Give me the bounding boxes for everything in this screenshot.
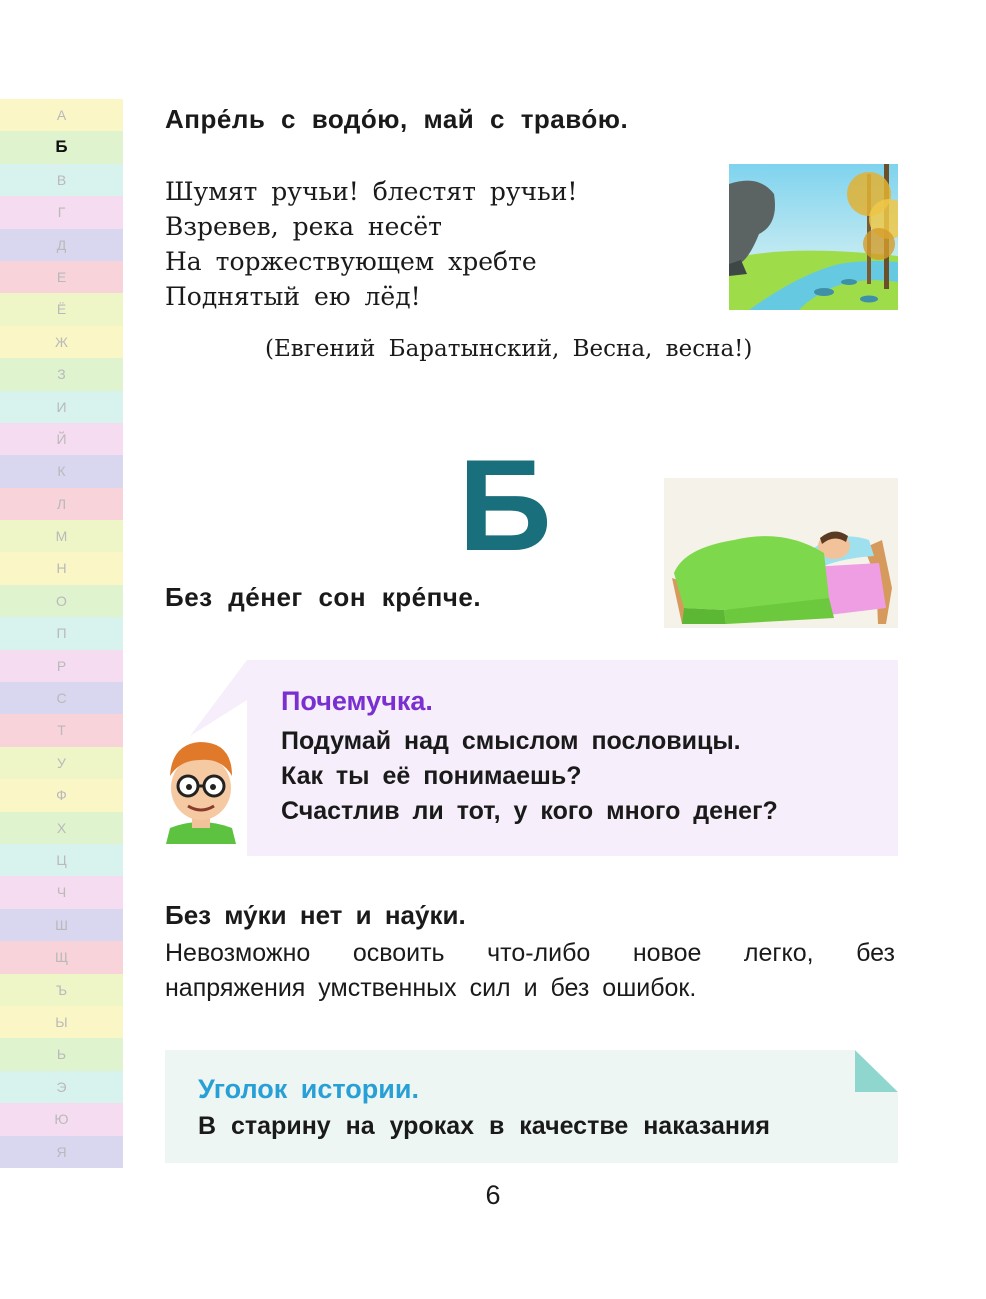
alphabet-letter: П xyxy=(0,617,123,649)
alphabet-letter: Л xyxy=(0,488,123,520)
alphabet-letter: О xyxy=(0,585,123,617)
alphabet-letter: Н xyxy=(0,552,123,584)
poem-line: Шумят ручьи! блестят ручьи! xyxy=(165,177,578,206)
alphabet-letter: Х xyxy=(0,812,123,844)
alphabet-letter: Я xyxy=(0,1136,123,1168)
alphabet-letter: И xyxy=(0,391,123,423)
speech-bubble-tail xyxy=(190,660,250,736)
section-letter: Б xyxy=(458,432,552,578)
alphabet-letter: Ш xyxy=(0,909,123,941)
alphabet-letter: К xyxy=(0,455,123,487)
proverb-muka: Без му́ки нет и нау́ки. xyxy=(165,900,466,930)
alphabet-letter: Б xyxy=(0,131,123,163)
page-corner-fold-icon xyxy=(855,1040,907,1092)
alphabet-letter: Ю xyxy=(0,1103,123,1135)
page-number: 6 xyxy=(485,1180,501,1210)
history-corner-panel xyxy=(165,1050,898,1163)
alphabet-letter: Р xyxy=(0,650,123,682)
pochemuchka-title: Почемучка. xyxy=(281,686,433,716)
alphabet-letter: У xyxy=(0,747,123,779)
poem-line: На торжествующем хребте xyxy=(165,247,537,276)
alphabet-letter: Ъ xyxy=(0,974,123,1006)
alphabet-letter: З xyxy=(0,358,123,390)
curious-boy-icon xyxy=(160,736,242,844)
history-corner-title: Уголок истории. xyxy=(198,1074,419,1104)
alphabet-letter: Ч xyxy=(0,876,123,908)
proverb-money: Без де́нег сон кре́пче. xyxy=(165,582,482,612)
alphabet-letter: Э xyxy=(0,1071,123,1103)
alphabet-sidebar xyxy=(0,99,123,1168)
river-landscape-image xyxy=(729,164,898,310)
alphabet-letter: Ь xyxy=(0,1038,123,1070)
alphabet-letter: Щ xyxy=(0,941,123,973)
alphabet-letter: А xyxy=(0,99,123,131)
alphabet-letter: Ы xyxy=(0,1006,123,1038)
alphabet-letter: Ц xyxy=(0,844,123,876)
history-corner-text: В старину на уроках в качестве наказания xyxy=(198,1112,770,1140)
alphabet-letter: Ф xyxy=(0,779,123,811)
poem-line: Взревев, река несёт xyxy=(165,212,443,241)
sleeping-boy-image xyxy=(664,478,898,628)
alphabet-letter: Ё xyxy=(0,293,123,325)
poem xyxy=(165,174,577,314)
alphabet-letter: Т xyxy=(0,714,123,746)
pochemuchka-question: Как ты её понимаешь? xyxy=(281,762,582,790)
pochemuchka-question: Подумай над смыслом пословицы. xyxy=(281,727,741,755)
poem-attribution: (Евгений Баратынский, Весна, весна!) xyxy=(265,336,753,362)
alphabet-letter: Ж xyxy=(0,326,123,358)
alphabet-letter: Г xyxy=(0,196,123,228)
proverb-explanation: Невозможно освоить что-либо новое легко, без напряжения умственных сил и без ошибок. xyxy=(165,939,895,1002)
poem-line: Поднятый ею лёд! xyxy=(165,282,421,311)
alphabet-letter: Й xyxy=(0,423,123,455)
proverb-april: Апре́ль с водо́ю, май с траво́ю. xyxy=(165,104,629,134)
alphabet-letter: В xyxy=(0,164,123,196)
alphabet-letter: Е xyxy=(0,261,123,293)
alphabet-letter: М xyxy=(0,520,123,552)
alphabet-letter: С xyxy=(0,682,123,714)
pochemuchka-question: Счастлив ли тот, у кого много денег? xyxy=(281,797,778,825)
alphabet-letter: Д xyxy=(0,229,123,261)
